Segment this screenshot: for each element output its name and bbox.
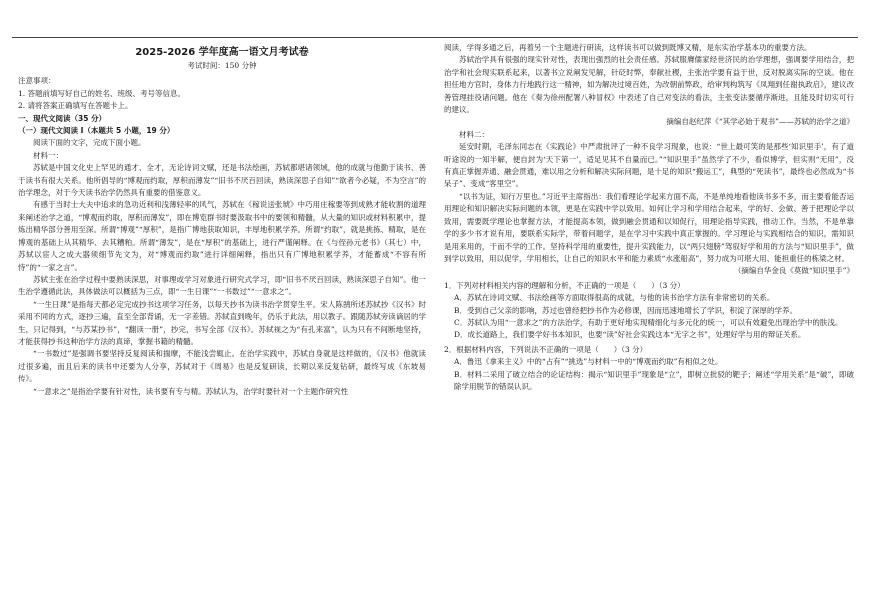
paragraph: 延安时期，毛泽东同志在《实践论》中严肃批评了一种不良学习现象，也说：“世上最可笑的是那些‘知识里手’，有了道听途说的一知半解，便自封为‘天下第一’，适足见其不自量而已。”“知识里手”虽然学了不少，看似博学，但实则“无用”，没有真正掌握弄通、融会贯通，难以用之分析和解决实际问题，是十足的知识“搬运工”，典型的“死读书”，最终也必然成为“书呆子”、变成“客里空”。 [444, 142, 854, 189]
question-option: A．苏轼在诗词文赋、书法绘画等方面取得很高的成就，与他的读书治学方法有非常密切的关系。 [454, 293, 775, 303]
question-option: D．成长道路上，我们要学好书本知识，也要“读”好社会实践这本“无字之书”，处理好学与用的辩证关系。 [454, 330, 806, 340]
question-option: B．受到自己父亲的影响，苏过也曾经把抄书作为必修课，因而迅速地增长了学识，积淀了深厚的学养。 [454, 305, 798, 315]
notice-label: 注意事项： [18, 76, 56, 86]
source-citation: 摘编自赵纪萍《“其学必始于观书”——苏轼的治学之道》 [666, 117, 854, 127]
left-column [18, 42, 426, 612]
paragraph: “以书为证，知行万里也。”习近平主席指出：我们看理论学起来方面不高，不是单纯地看他读书多不多，而主要看能否运用理论和知识解决实际问题的本领，更是在实践中学以致用。如何让学习和学用结合起来，学的好、会做、善于把理论学以致用，需要既学理论也掌握方法，才能提高本领，做到融会贯通和以知促行，用理论指导实践，推动工作。当然，不是单靠学的多少书才说有用，要联系实际学，带着问题学，是在学习中实践中真正掌握的。学习理论与实践相结合的知识，需知识是用来用的，干而不学的工作。坚持科学用的重要性，提升实践能力，以“两只翅膀”驾驭好学和用的方法与“知识里手”，做到学以致用，用以促学，学用相长，让自己的知识水平和能力素质“水涨船高”，努力成为可堪大用、能担重任的栋梁之材。 [444, 191, 854, 263]
question-option: C．苏轼认为用“一意求之”的方法治学，有助于更好地实现精细化与多元化的统一，可以有效避免出现治学中的肤浅。 [454, 317, 843, 327]
right-column [444, 42, 854, 612]
section-title: 一、现代文阅读（35 分） [18, 113, 107, 123]
material-label: 材料二： [459, 129, 489, 139]
paragraph: “一书数过”是强调书要坚持反复阅读和揣摩，不能浅尝辄止。在治学实践中，苏轼自身就是这样做的，《汉书》他就读过很多遍，而且后来的读书中还要为人分享，苏轼对于《周易》也是反复研读，长期以来反复钻研，最终写成《东坡易传》。 [18, 349, 426, 384]
question-option: A．鲁迅《拿来主义》中的“占有”“挑选”与材料一中的“博观而约取”有相似之处。 [454, 357, 723, 367]
paragraph: 苏轼治学具有很强的现实针对性，表现出强烈的社会责任感。苏轼服膺儒家经世济民的治学理想，强调要学用结合，把治学和社会现实联系起来，以著书立说阐发见解，针砭时弊，奉献社稷，主张治学要有益于世，反对脱离实际的空谈。他在担任地方官时，身体力行地践行这一精神，如为解决过境百姓，为改朝前弊政，给审判构筑写《凤翔到任谢执政启》，建议改善管理挂役诸问题。他在《奏为徐州配署八种冒权》中表述了自己对变法的看法，主张变法要循序渐进，且能及时切实可行的建议。 [444, 55, 854, 115]
notice-item: 1. 答题前填写好自己的姓名、班级、考号等信息。 [18, 88, 186, 98]
question-stem: 2．根据材料内容，下列说法不正确的一项是（ ）（3 分） [444, 344, 648, 354]
subsection-title: （一）现代文阅读 I（本题共 5 小题，19 分） [18, 126, 175, 136]
exam-title: 2025-2026 学年度高一语文月考试卷 [135, 47, 309, 58]
paragraph: “一意求之”是指治学要有针对性，读书要有专与精。苏轼认为，治学时要针对一个主题作研究性 [33, 386, 349, 396]
paragraph: 苏轼主张在治学过程中要熟读深思，对事理或学习对象进行研究式学习，即“旧书不厌百回读，熟读深思子自知”。他一生治学遵循此法，具体做法可以概括为三点，即“一生日课”“一书数过”“一意求之”。 [18, 274, 426, 297]
paragraph: “一生日课”是指每天都必定完成抄书这项学习任务，以每天抄书为读书治学贯穿生平。宋人陈鹄所述苏轼抄《汉书》时采用不同的方式，逐抄三遍，直至全部背诵，无一字差错。苏轼直到晚年，仍乐于此法，用以教子。跟随苏轼旁读谪居的学生，只记得到，“与苏某抄书”，“翻读一册”，抄完，书写全部《汉书》。苏轼视之为“有孔来富”，认为只有不间断地坚持，才能获得抄书这种治学方法的真谛，掌握书籍的精髓。 [18, 299, 426, 346]
question-stem: 1．下列对材料相关内容的理解和分析，不正确的一项是（ ）（3 分） [444, 280, 685, 290]
notice-item: 2. 请将答案正确填写在答题卡上。 [18, 101, 133, 111]
exam-time: 考试时间：150 分钟 [187, 61, 257, 70]
material-label: 材料一： [33, 150, 63, 160]
question-option: B．材料二采用了破立结合的论证结构：揭示“知识里手”现象是“立”，即树立批驳的靶子；阐述“学用关系”是“破”，即破除学用脱节的错误认识。 [454, 369, 854, 391]
paragraph: 苏轼是中国文化史上罕见的通才、全才，无论诗词文赋，还是书法绘画，苏轼都堪诸领域，他的成就与他勤于读书、善于读书有很大关系。他所倡导的“博观而约取，厚积而薄发”“旧书不厌百回读，熟读深思子自知”“欲者今必疑，不为空言”的治学理念，对于今天读书治学仍然具有重要的借鉴意义。 [18, 163, 426, 198]
instruction: 阅读下面的文字，完成下面小题。 [33, 138, 146, 148]
paragraph: 有感于当时士大夫中追求的急功近利和浅薄轻率的风气，苏轼在《稼说送张琥》中巧用庄稼要等到成熟才能收割的道理来阐述治学之道，“博观而约取，厚积而薄发”，即在博览群书时要汲取书中的要领和精髓，从大量的知识或材料积累中，提炼出精华部分善用至深。所谓“博观”“厚积”，是指广博地获取知识，丰厚地积累学养。所谓“约取”，就是挑拣、精取，是在博观的基础上从其精华、去其糟粕。所谓“薄发”，是在“厚积”的基础上，进行严谨阐释。在《与侄孙元老书》（其七）中，苏轼以宦人之成大器须细节先文为，对“博观而约取”进行详细阐释，指出只有广博地积累学养，才能蓄成“不容有所恃”的“一家之言”。 [18, 200, 426, 272]
source-citation: （摘编自华金良《莫做“知识里手”》 [733, 266, 854, 276]
paragraph: 阅读，学得多通之后，再着另一个主题进行研读，这样读书可以做到既博又精，是东实治学基本功的重要方法。 [444, 43, 812, 52]
top-rule [12, 37, 858, 38]
